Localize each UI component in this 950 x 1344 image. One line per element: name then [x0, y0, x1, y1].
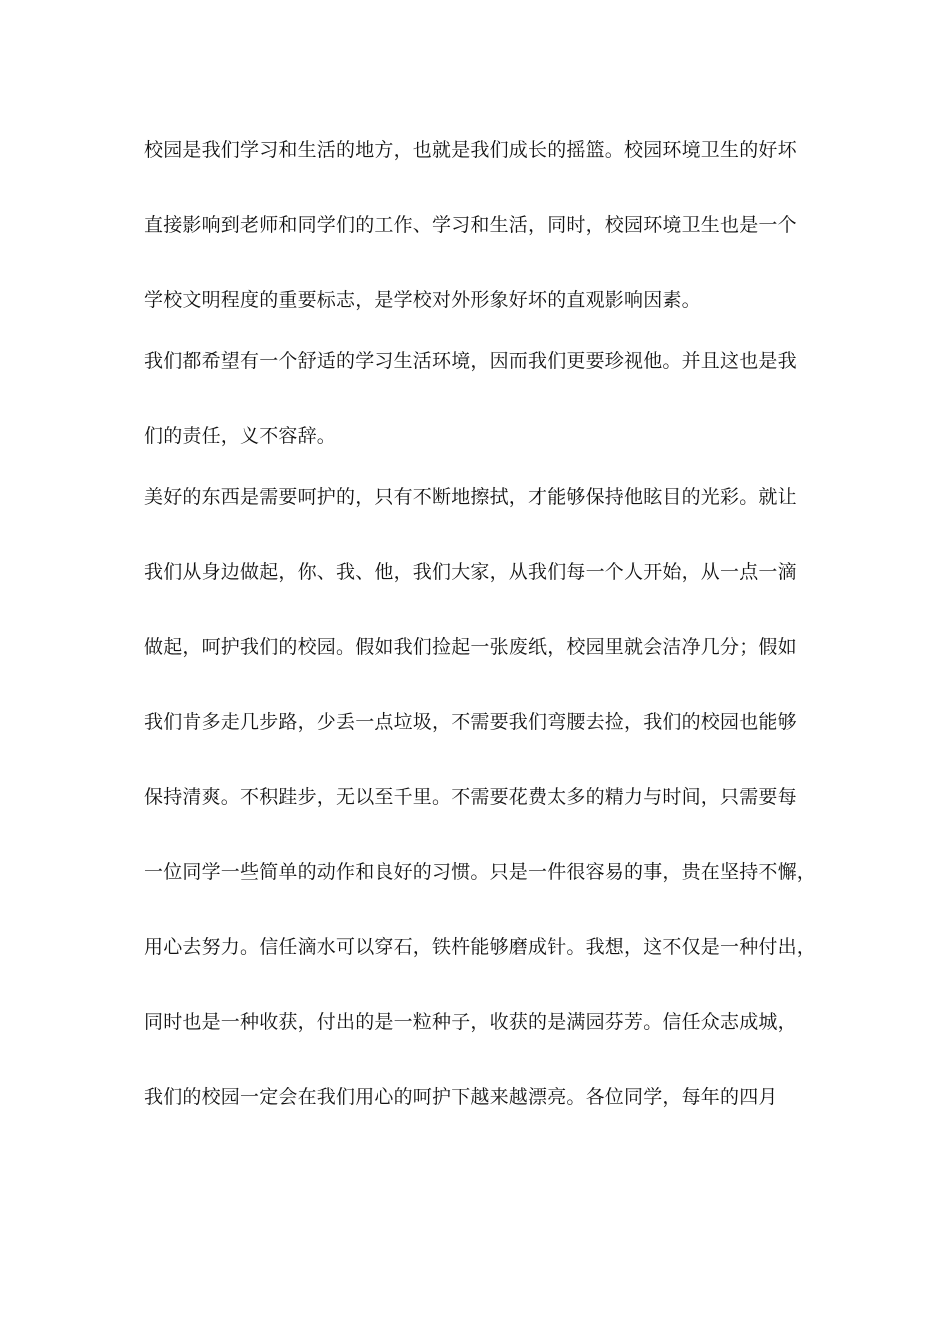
paragraph-3-line-6: 一位同学一些简单的动作和良好的习惯。只是一件很容易的事，贵在坚持不懈，: [144, 861, 817, 883]
paragraph-3-line-4: 我们肯多走几步路，少丢一点垃圾，不需要我们弯腰去捡，我们的校园也能够: [144, 711, 797, 733]
paragraph-3-line-5: 保持清爽。不积跬步，无以至千里。不需要花费太多的精力与时间，只需要每: [144, 786, 797, 808]
paragraph-3-line-7: 用心去努力。信任滴水可以穿石，铁杵能够磨成针。我想，这不仅是一种付出，: [144, 936, 817, 958]
paragraph-3-line-1: 美好的东西是需要呵护的，只有不断地擦拭，才能够保持他眩目的光彩。就让: [144, 486, 797, 508]
paragraph-3-line-2: 我们从身边做起，你、我、他，我们大家，从我们每一个人开始，从一点一滴: [144, 561, 797, 583]
paragraph-1-line-3: 学校文明程度的重要标志，是学校对外形象好坏的直观影响因素。: [144, 289, 701, 311]
paragraph-3-line-3: 做起，呵护我们的校园。假如我们捡起一张废纸，校园里就会洁净几分；假如: [144, 636, 797, 658]
paragraph-1-line-2: 直接影响到老师和同学们的工作、学习和生活，同时，校园环境卫生也是一个: [144, 214, 797, 236]
paragraph-2-line-2: 们的责任，义不容辞。: [144, 425, 337, 447]
paragraph-1-line-1: 校园是我们学习和生活的地方，也就是我们成长的摇篮。校园环境卫生的好坏: [144, 139, 797, 161]
paragraph-3-line-8: 同时也是一种收获，付出的是一粒种子，收获的是满园芬芳。信任众志成城，: [144, 1011, 797, 1033]
paragraph-3-line-9: 我们的校园一定会在我们用心的呵护下越来越漂亮。各位同学，每年的四月: [144, 1086, 778, 1108]
paragraph-2-line-1: 我们都希望有一个舒适的学习生活环境，因而我们更要珍视他。并且这也是我: [144, 350, 797, 372]
